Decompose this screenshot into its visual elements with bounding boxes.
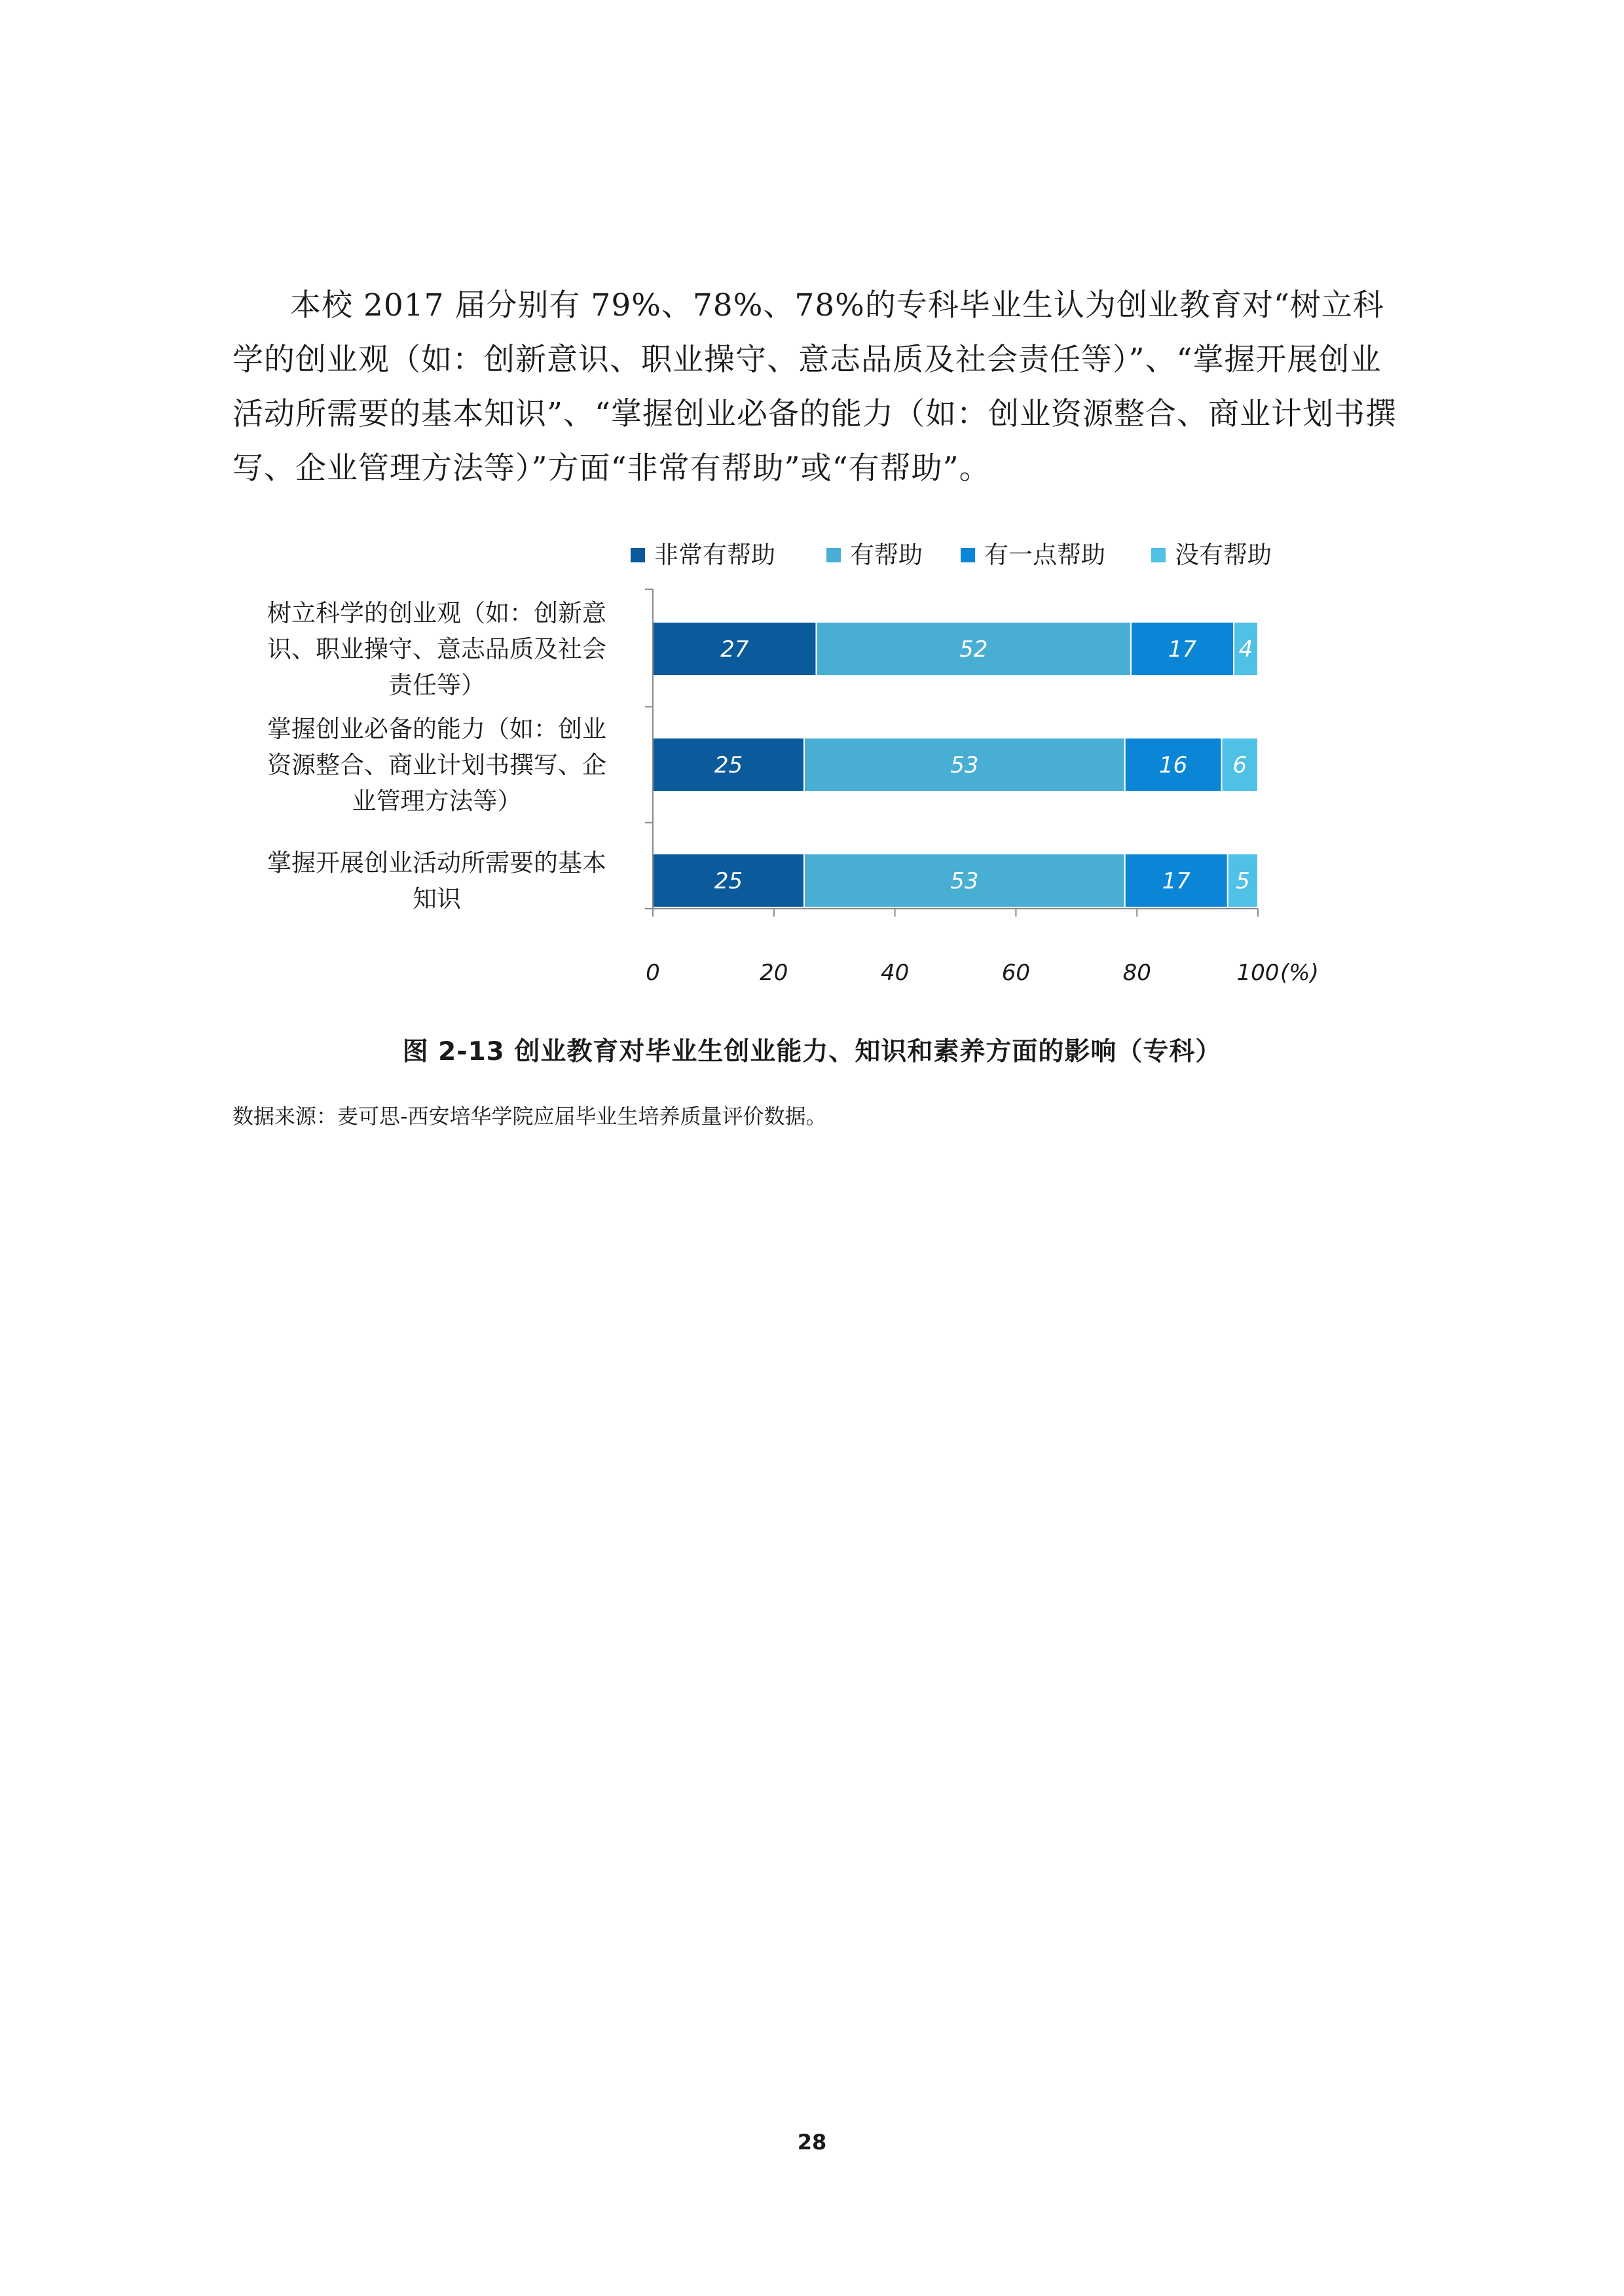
x-tick-label: 20	[760, 960, 788, 986]
category-label-line: 知识	[413, 884, 461, 913]
category-label-line: 掌握开展创业活动所需要的基本	[267, 848, 606, 877]
bar-value-label: 53	[950, 868, 979, 894]
figure-caption: 图 2-13 创业教育对毕业生创业能力、知识和素养方面的影响（专科）	[402, 1037, 1222, 1066]
legend-label: 有一点帮助	[984, 541, 1105, 569]
category-label-line: 树立科学的创业观（如：创新意	[267, 599, 606, 627]
category-label	[267, 599, 606, 699]
legend-swatch	[961, 548, 975, 562]
bar-value-label: 16	[1159, 752, 1188, 778]
bar-value-label: 53	[950, 752, 979, 778]
x-tick-label: 40	[880, 960, 910, 986]
legend-label: 没有帮助	[1175, 541, 1272, 569]
x-tick-label: 80	[1122, 960, 1151, 986]
category-label-line: 资源整合、商业计划书撰写、企	[267, 751, 606, 779]
bar-value-label: 25	[714, 868, 743, 894]
x-tick-label: 100	[1236, 960, 1280, 986]
paragraph-text: 本校 2017 届分别有 79%、78%、78%的专科毕业生认为创业教育对“树立科学的创业观（如：创新意识、职业操守、意志品质及社会责任等）”、“掌握开展创业活动所需要的基本知识”、“掌握创业必备的能力（如：创业资源整合、商业计划书撰写、企业管理方法等）”方面“非常有帮助”或“有帮助”。	[232, 287, 1397, 486]
x-axis-unit: (%)	[1280, 960, 1319, 986]
bar-value-label: 17	[1168, 636, 1197, 663]
bar-value-label: 5	[1236, 868, 1250, 894]
bar-value-label: 25	[714, 752, 743, 778]
category-label-line: 掌握创业必备的能力（如：创业	[267, 715, 606, 743]
bar-value-label: 27	[720, 636, 749, 663]
legend-label: 有帮助	[850, 541, 923, 569]
legend-swatch	[826, 548, 841, 562]
x-tick-label: 60	[1001, 960, 1031, 986]
bar-value-label: 4	[1238, 636, 1253, 663]
page-number: 28	[797, 2130, 827, 2155]
chart-bars	[653, 622, 1258, 907]
category-label-line: 识、职业操守、意志品质及社会	[267, 635, 606, 663]
data-source-note: 数据来源：麦可思-西安培华学院应届毕业生培养质量评价数据。	[232, 1104, 827, 1129]
legend-swatch	[1151, 548, 1166, 562]
chart-legend	[631, 541, 1272, 569]
bar-value-label: 52	[959, 636, 988, 663]
legend-swatch	[631, 548, 645, 562]
bar-value-label: 17	[1162, 868, 1190, 894]
bar-value-label: 6	[1232, 752, 1247, 778]
stacked-bar-chart	[0, 0, 1624, 1113]
category-label-line: 业管理方法等）	[352, 787, 522, 815]
category-labels	[267, 599, 606, 913]
category-label	[267, 849, 606, 913]
category-label	[267, 715, 606, 815]
x-tick-label: 0	[646, 960, 660, 986]
legend-label: 非常有帮助	[654, 541, 775, 569]
category-label-line: 责任等）	[388, 671, 485, 699]
